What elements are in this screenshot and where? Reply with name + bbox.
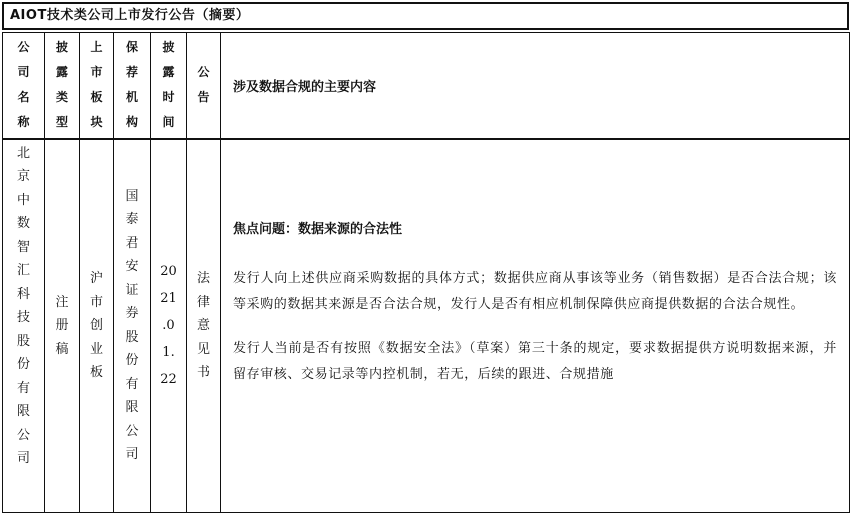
sponsor-char: 有 (125, 376, 139, 392)
sponsor-char: 安 (125, 259, 139, 275)
sponsor-char: 股 (125, 329, 139, 345)
company-char: 公 (16, 427, 30, 443)
cell-announcement (187, 139, 221, 513)
header-char: 司 (17, 65, 30, 80)
header-disclosure-time-chars (151, 35, 186, 135)
company-char: 股 (16, 333, 30, 349)
header-company (3, 33, 45, 139)
company-char: 汇 (16, 263, 30, 278)
sponsor-char: 君 (125, 235, 139, 251)
sponsor-char: 券 (125, 306, 139, 322)
cell-company (3, 139, 45, 513)
board-char: 创 (89, 318, 103, 333)
header-disclosure-time (151, 33, 187, 139)
header-char: 荐 (125, 65, 138, 80)
company-char: 数 (16, 216, 30, 231)
board-char: 市 (89, 294, 103, 310)
board-chars (80, 267, 113, 385)
header-char: 公 (197, 65, 210, 80)
announcement-char: 法 (196, 271, 210, 286)
table-header-row (3, 33, 850, 139)
announcement-char: 见 (196, 341, 210, 357)
header-char: 披 (162, 40, 175, 55)
announcement-chars (187, 267, 220, 385)
header-char: 上 (90, 40, 103, 55)
sponsor-char: 国 (125, 188, 139, 204)
header-company-chars (3, 35, 44, 135)
company-chars (3, 140, 44, 471)
company-char: 智 (16, 239, 30, 255)
sponsor-char: 泰 (125, 212, 139, 228)
focus-question: 焦点问题：数据来源的合法性 (233, 221, 403, 237)
announcement-char: 律 (196, 294, 210, 310)
announcement-char: 意 (196, 318, 210, 333)
content-paragraph: 发行人向上述供应商采购数据的具体方式；数据供应商从事该等业务（销售数据）是否合法合规；该等采购的数据其来源是否合法合规，发行人是否有相应机制保障供应商提供数据的合法合规性。 (233, 270, 837, 312)
company-char: 北 (16, 145, 30, 161)
header-char: 板 (90, 90, 103, 105)
header-char: 构 (125, 115, 138, 130)
header-announcement (187, 33, 221, 139)
header-char: 保 (125, 40, 138, 55)
header-char: 间 (162, 115, 175, 130)
disclosure-type-char: 稿 (55, 341, 69, 357)
announcement-char: 书 (196, 365, 210, 380)
header-char: 名 (17, 90, 30, 105)
date-fragment: .0 (162, 318, 175, 334)
header-disclosure-type (45, 33, 80, 139)
date-fragment: 20 (160, 264, 177, 280)
sponsor-char: 限 (125, 400, 139, 416)
date-fragment: 1. (162, 345, 175, 361)
header-char: 块 (90, 115, 103, 130)
header-main-content: 涉及数据合规的主要内容 (221, 33, 850, 139)
header-char: 披 (55, 40, 68, 55)
header-char: 公 (17, 40, 30, 55)
board-char: 板 (89, 365, 103, 380)
table-row (3, 139, 850, 513)
board-char: 沪 (89, 271, 103, 286)
content-paragraph: 发行人当前是否有按照《数据安全法》（草案）第三十条的规定，要求数据提供方说明数据来源，并留存审核、交易记录等内控机制，若无，后续的跟进、合规措施 (233, 340, 837, 382)
company-char: 技 (16, 310, 30, 325)
cell-disclosure-type (45, 139, 80, 513)
header-char: 露 (55, 65, 68, 80)
header-char: 告 (197, 90, 210, 105)
header-char: 市 (90, 65, 103, 80)
sponsor-char: 份 (125, 353, 139, 369)
header-char: 称 (17, 115, 30, 130)
header-char: 类 (55, 90, 68, 105)
date-fragment: 21 (160, 291, 177, 307)
sponsor-chars (114, 185, 150, 467)
disclosure-time-chars (151, 258, 186, 393)
header-board (80, 33, 114, 139)
header-char: 露 (162, 65, 175, 80)
disclosure-type-char: 注 (55, 294, 69, 310)
company-char: 有 (16, 380, 30, 396)
company-char: 科 (16, 286, 30, 302)
header-disclosure-type-chars (45, 35, 79, 135)
cell-board (80, 139, 114, 513)
main-content-body (233, 140, 837, 388)
header-sponsor (114, 33, 151, 139)
header-announcement-chars (187, 60, 220, 110)
header-char: 机 (125, 90, 138, 105)
sponsor-char: 司 (125, 447, 139, 463)
document-title: AIOT技术类公司上市发行公告（摘要） (2, 2, 849, 30)
header-sponsor-chars (114, 35, 150, 135)
company-char: 京 (16, 169, 30, 184)
company-char: 限 (16, 404, 30, 419)
date-fragment: 22 (160, 372, 177, 388)
company-char: 中 (16, 192, 30, 208)
header-char: 时 (162, 90, 175, 105)
sponsor-char: 证 (125, 282, 139, 298)
company-char: 份 (16, 357, 30, 372)
disclosure-type-chars (45, 291, 79, 362)
header-board-chars (80, 35, 113, 135)
company-char: 司 (16, 451, 30, 466)
board-char: 业 (89, 341, 103, 357)
cell-main-content (221, 139, 850, 513)
cell-sponsor (114, 139, 151, 513)
cell-disclosure-time (151, 139, 187, 513)
announcement-table (2, 32, 850, 513)
disclosure-type-char: 册 (55, 318, 69, 333)
sponsor-char: 公 (125, 423, 139, 439)
header-char: 型 (55, 115, 68, 130)
